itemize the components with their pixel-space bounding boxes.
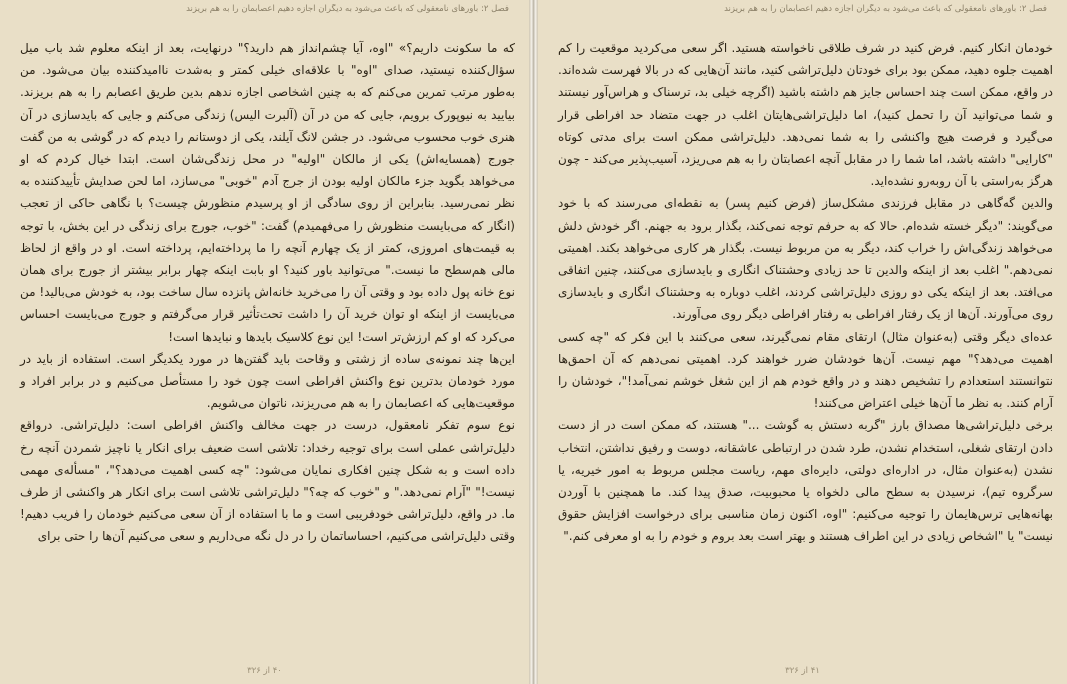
paragraph: این‌ها چند نمونه‌ی ساده از زشتی و وقاحت باید گفتن‌ها در مورد یکدیگر است. استفاده از باید در مورد خودمان بدترین نوع واکنش افراطی است چون خود را مستأصل می‌کنیم و در برابر افراد و موقعیت‌هایی که اعصابمان را به هم می‌ریزند، ناتوان می‌شویم. xyxy=(20,351,515,411)
page-number: ۴۰ از ۳۲۶ xyxy=(247,666,282,676)
paragraph: که ما سکونت داریم؟» "اوه، آیا چشم‌انداز هم دارید؟" درنهایت، بعد از اینکه معلوم شد باب میل سؤال‌کننده نیستید، صدای "اوه" با علاقه‌ای خیلی کمتر و به‌شدت ناامیدکننده بیان می‌شود. من به‌طور مرتب تمرین می‌کنم که به چنین اشخاصی اجازه ندهم بدین طریق اعصابم را به هم بریزند. بیایید به نیوپورک برویم، جایی که من در آن (آلبرت الیس) زندگی می‌کنم و جایی که بایدسازی در آن هنری خوب محسوب می‌شود. در جشن لانگ آیلند، یکی از دوستانم را دیدم که در گوشی به من گفت جورج (همسایه‌اش) یکی از مالکان "اولیه" در محل زندگی‌شان است. ابتدا خیال کردم که او می‌خواهد بگوید جزء مالکان اولیه بودن از جرج آدم "خوبی" می‌سازد، اما لحن صدایش تأییدکننده به نظر نمی‌رسید. بنابراین از روی سادگی از او پرسیدم منظورش چیست؟ با نگاهی حاکی از تعجب (انگار که می‌بایست منظورش را می‌فهمیدم) گفت: "خوب، جورج برای زندگی در این بخش، با توجه به قیمت‌های امروزی، کمتر از یک چهارم آنچه را ما پرداخته‌ایم، پرداخته است. او در واقع از لحاظ مالی هم‌سطح ما نیست." می‌توانید باور کنید؟ او بابت اینکه چهار برابر بیشتر از جورج برای همان نوع خانه پول داده بود و وقتی آن را می‌خرید خانه‌اش پانزده سال ساخت بود، به خودش می‌بالید! من می‌بایست از اینکه او توان خرید آن را داشت تحت‌تأثیر قرار می‌گرفتم و جورج می‌بایست احساس می‌کرد که او کم ارزش‌تر است! این نوع کلاسیک بایدها و نبایدها است! xyxy=(20,41,515,344)
paragraph: عده‌ای دیگر وقتی (به‌عنوان مثال) ارتقای مقام نمی‌گیرند، سعی می‌کنند با این فکر که "چه کسی اهمیت می‌دهد؟" مهم نیست. آن‌ها خودشان ضرر خواهند کرد. اهمیتی نمی‌دهم که آن احمق‌ها نتوانستند استعدادم را تشخیص دهند و در واقع خودم هم از این شغل خوشم نمی‌آمد!"، خودشان را آرام کنند. به نظر ما آن‌ها خیلی اعتراض می‌کنند! xyxy=(558,329,1053,411)
book-spine-divider xyxy=(529,0,538,684)
chapter-header: فصل ۲: باورهای نامعقولی که باعث می‌شود به دیگران اجازه دهیم اعصابمان را به هم بریزند xyxy=(186,4,509,14)
paragraph: خودمان انکار کنیم. فرض کنید در شرف طلاقی ناخواسته هستید. اگر سعی می‌کردید موقعیت را کم اهمیت جلوه دهید، ممکن بود برای خودتان دلیل‌تراشی کنید، مانند آن‌هایی که در بالا فهرست شده‌اند. در واقع، ممکن است چند احساس جایز هم داشته باشید (اگرچه خیلی بد، ترسناک و هراس‌آور نیستند و شما می‌توانید آن را تحمل کنید)، اما دلیل‌تراشی‌هایتان اغلب در جهت متضاد حد افراطی قرار می‌گیرد و فرصت هیچ واکنشی را به شما نمی‌دهد. دلیل‌تراشی ممکن است برای مدتی کوتاه "کارایی" داشته باشد، اما شما را در مقابل آنچه اعصابتان را به هم می‌ریزد، آسیب‌پذیر می‌کند - چون هرگز به‌راستی با آن روبه‌رو نشده‌اید. xyxy=(558,41,1053,189)
page-body xyxy=(20,37,515,548)
page-number: ۴۱ از ۳۲۶ xyxy=(785,666,820,676)
paragraph: نوع سوم تفکر نامعقول، درست در جهت مخالف واکنش افراطی است: دلیل‌تراشی. درواقع دلیل‌تراشی عملی است برای توجیه رخداد: تلاشی است ضعیف برای انکار یا ناچیز شمردن آنچه رخ داده است و به شکل چنین افکاری نمایان می‌شود: "چه کسی اهمیت می‌دهد؟"، "مسأله‌ی مهمی نیست!" "آرام نمی‌دهد." و "خوب که چه؟" دلیل‌تراشی تلاشی است برای انکار هر واکنشی از طرف ما. در واقع، دلیل‌تراشی خودفریبی است و ما با استفاده از آن سعی می‌کنیم خودمان را فریب دهیم! وقتی دلیل‌تراشی می‌کنیم، احساساتمان را در دل نگه می‌داریم و سعی می‌کنیم آن‌ها را حتی برای xyxy=(20,418,515,544)
right-page[interactable] xyxy=(538,0,1067,684)
left-page[interactable] xyxy=(0,0,529,684)
page-body xyxy=(558,37,1053,548)
paragraph: برخی دلیل‌تراشی‌ها مصداق بارز "گربه دستش به گوشت ..." هستند، که ممکن است در از دست دادن ارتقای شغلی، استخدام نشدن، طرد شدن در ارتباطی عاشقانه، دوست و رفیق نداشتن، انتخاب نشدن (به‌عنوان مثال، در اداره‌ای دولتی، دایره‌ای مهم، ریاست مجلس مربوط به امور خیریه، یا سرگروه تیم)، نرسیدن به سطح مالی دلخواه یا محبوبیت، صدق پیدا کند. ما همچنین با آوردن بهانه‌هایی ترس‌هایمان را توجیه می‌کنیم: "اوه، اکنون زمان مناسبی برای درخواست افزایش حقوق نیست" یا "اشخاص زیادی در این اطراف هستند و بهتر است بعد بروم و خودم را به او معرفی کنم." xyxy=(558,418,1053,544)
chapter-header: فصل ۲: باورهای نامعقولی که باعث می‌شود به دیگران اجازه دهیم اعصابمان را به هم بریزند xyxy=(724,4,1047,14)
paragraph: والدین گه‌گاهی در مقابل فرزندی مشکل‌ساز (فرض کنیم پسر) به نقطه‌ای می‌رسند که با خود می‌گویند: "دیگر خسته شده‌ام. حالا که به حرفم توجه نمی‌کند، بگذار برود به جهنم. اگر خودش دلش می‌خواهد زندگی‌اش را خراب کند، دیگر به من مربوط نیست. بگذار هر کاری می‌خواهد بکند. اهمیتی نمی‌دهم." اغلب بعد از اینکه والدین تا حد زیادی وحشتناک انگاری و بایدسازی می‌کنند، چنین اتفاقی می‌افتد. بعد از اینکه یکی دو روزی دلیل‌تراشی کردند، اغلب دوباره به وحشتناک انگاری و بایدسازی روی می‌آورند. آن‌ها از یک رفتار افراطی به رفتار افراطی دیگر روی می‌آورند. xyxy=(558,196,1053,322)
